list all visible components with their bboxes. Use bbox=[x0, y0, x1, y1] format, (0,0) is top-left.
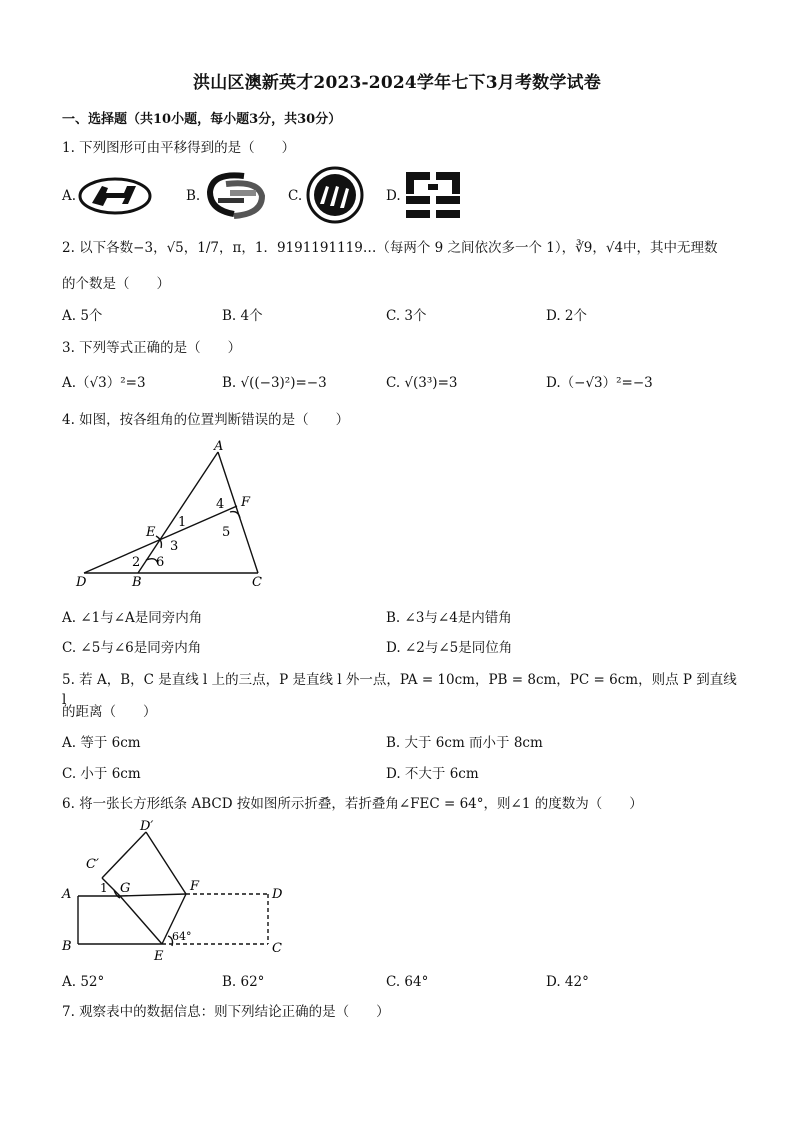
q3-option-c: C. √(3³)=3 bbox=[386, 375, 458, 391]
angle-2: 2 bbox=[132, 555, 141, 570]
angle-4: 4 bbox=[216, 497, 225, 512]
label-b: B bbox=[62, 939, 72, 954]
q1-label-d: D. bbox=[386, 188, 401, 204]
q5-option-b: B. 大于 6cm 而小于 8cm bbox=[386, 735, 543, 751]
q4-option-b: B. ∠3与∠4是内错角 bbox=[386, 610, 512, 626]
label-g: G bbox=[120, 881, 131, 896]
label-c-prime: C′ bbox=[86, 857, 99, 872]
section-heading: 一、选择题（共10小题，每小题3分，共30分） bbox=[62, 112, 342, 127]
label-a: A bbox=[214, 440, 224, 454]
angle-3: 3 bbox=[170, 539, 179, 554]
q6-option-a: A. 52° bbox=[62, 974, 105, 990]
label-d: D bbox=[76, 575, 87, 590]
blocky-symbol-figure bbox=[404, 170, 462, 220]
q5-option-c: C. 小于 6cm bbox=[62, 766, 141, 782]
q3-option-a: A.（√3）²=3 bbox=[62, 375, 146, 391]
question-7-stem: 7. 观察表中的数据信息：则下列结论正确的是（ ） bbox=[62, 1004, 390, 1020]
label-f: F bbox=[241, 495, 251, 510]
angle-1: 1 bbox=[178, 515, 187, 530]
label-f: F bbox=[190, 879, 200, 894]
label-e: E bbox=[154, 949, 164, 964]
label-d-prime: D′ bbox=[140, 819, 154, 834]
question-3-stem: 3. 下列等式正确的是（ ） bbox=[62, 340, 242, 356]
q4-option-d: D. ∠2与∠5是同位角 bbox=[386, 640, 513, 656]
q1-label-b: B. bbox=[186, 188, 201, 204]
interlocking-rings-figure bbox=[204, 170, 268, 220]
q5-option-d: D. 不大于 6cm bbox=[386, 766, 479, 782]
q5-option-a: A. 等于 6cm bbox=[62, 735, 141, 751]
label-e: E bbox=[146, 525, 156, 540]
q4-option-a: A. ∠1与∠A是同旁内角 bbox=[62, 610, 203, 626]
q2-option-d: D. 2个 bbox=[546, 308, 588, 324]
angle-5: 5 bbox=[222, 525, 231, 540]
question-1-stem: 1. 下列图形可由平移得到的是（ ） bbox=[62, 140, 296, 156]
q4-option-c: C. ∠5与∠6是同旁内角 bbox=[62, 640, 202, 656]
label-d: D bbox=[272, 887, 283, 902]
q2-option-c: C. 3个 bbox=[386, 308, 427, 324]
label-c: C bbox=[252, 575, 262, 590]
label-a: A bbox=[62, 887, 72, 902]
q1-label-c: C. bbox=[288, 188, 303, 204]
q1-label-a: A. bbox=[62, 188, 77, 204]
buick-logo-figure bbox=[306, 166, 364, 224]
angle-6: 6 bbox=[156, 555, 165, 570]
label-b: B bbox=[132, 575, 142, 590]
folded-strip-figure bbox=[58, 818, 298, 964]
q3-option-d: D.（−√3）²=−3 bbox=[546, 375, 653, 391]
q6-option-b: B. 62° bbox=[222, 974, 265, 990]
question-5-stem: 5. 若 A，B，C 是直线 l 上的三点，P 是直线 l 外一点，PA = 10cm，PB = 8cm，PC = 6cm，则点 P 到直线 l bbox=[62, 672, 737, 708]
q3-option-b: B. √((−3)²)=−3 bbox=[222, 375, 327, 391]
question-5-stem-cont: 的距离（ ） bbox=[62, 704, 157, 720]
question-2-stem: 2. 以下各数−3，√5，1/7，π，1．9191191119…（每两个 9 之间依次多一个 1），∛9，√4中，其中无理数 bbox=[62, 240, 718, 256]
question-4-stem: 4. 如图，按各组角的位置判断错误的是（ ） bbox=[62, 412, 350, 428]
page-title: 洪山区澳新英才2023-2024学年七下3月考数学试卷 bbox=[193, 73, 601, 93]
triangle-figure bbox=[60, 440, 290, 596]
q6-option-d: D. 42° bbox=[546, 974, 589, 990]
q2-option-a: A. 5个 bbox=[62, 308, 103, 324]
question-2-stem-cont: 的个数是（ ） bbox=[62, 276, 170, 292]
angle-64: 64° bbox=[172, 930, 192, 943]
q2-option-b: B. 4个 bbox=[222, 308, 263, 324]
label-c: C bbox=[272, 941, 282, 956]
hyundai-logo-figure bbox=[78, 176, 152, 216]
question-6-stem: 6. 将一张长方形纸条 ABCD 按如图所示折叠，若折叠角∠FEC = 64°，则∠1 的度数为（ ） bbox=[62, 796, 643, 812]
angle-1: 1 bbox=[100, 881, 108, 895]
q6-option-c: C. 64° bbox=[386, 974, 429, 990]
